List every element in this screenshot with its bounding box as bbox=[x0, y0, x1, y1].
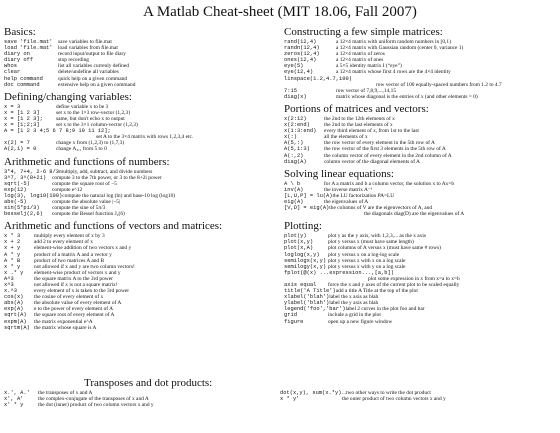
command-text: A(5,1:3) bbox=[284, 146, 310, 153]
description-text: not allowed if x and y are two column vectors! bbox=[34, 263, 135, 270]
command-text: load 'file.mat' bbox=[4, 45, 53, 52]
description-text: set A to the 3×4 matrix with rows 1,2,3,4 etc. bbox=[96, 134, 194, 141]
section bbox=[4, 156, 270, 218]
command-text: semilogy(x,y) bbox=[284, 263, 327, 270]
description-text: the inverse matrix A⁻¹ bbox=[324, 186, 373, 193]
entry-row bbox=[284, 94, 556, 100]
description-text: add 2 to every element of x bbox=[34, 239, 93, 246]
entry-row bbox=[280, 396, 556, 402]
entry-row bbox=[284, 319, 556, 325]
command-text: x' * y bbox=[4, 402, 24, 409]
command-text: axis equal bbox=[284, 282, 317, 288]
command-text: whos bbox=[4, 63, 17, 70]
command-text: A(:,2) bbox=[284, 152, 304, 159]
command-text: x * y' bbox=[280, 396, 300, 403]
description-text: plot y versus x (must have same length) bbox=[328, 239, 414, 246]
command-text: diag(x) bbox=[284, 93, 307, 100]
command-text: help command bbox=[4, 75, 43, 82]
description-text: plot columns of A versus x (must have same # rows) bbox=[328, 245, 441, 252]
description-text: label the x axis as blah bbox=[329, 294, 379, 301]
entry-row bbox=[284, 159, 556, 165]
command-text: x(2) = 7 bbox=[4, 140, 30, 147]
command-text: log(3), log10(100) bbox=[4, 192, 63, 199]
command-text: ylabel('blah') bbox=[284, 300, 330, 307]
command-text: zeros(12,4) bbox=[284, 51, 320, 58]
section bbox=[284, 26, 556, 100]
command-text: cos(x) bbox=[4, 294, 24, 301]
description-text: the columns of V are the eigenvectors of A, and bbox=[329, 205, 433, 212]
description-text: row vector of 100 equally-spaced numbers from 1.2 to 4.7 bbox=[376, 81, 502, 88]
command-text: A(2,1) = 0 bbox=[4, 146, 37, 153]
description-text: compute the square root of −5 bbox=[52, 180, 117, 187]
description-text: the row vector of every element in the 5th row of A bbox=[324, 140, 435, 147]
description-text: plot some expression in x from x=a to x=b bbox=[368, 275, 460, 282]
description-text: column vector of the diagonal elements of A bbox=[324, 158, 420, 165]
command-text: A = [1 2 3 4;5 6 7 8;9 10 11 12]; bbox=[4, 128, 111, 135]
description-text: a 12×4 matrix with uniform random numbers in [0,1) bbox=[336, 39, 451, 45]
command-text: A \ b bbox=[284, 180, 301, 187]
right-column bbox=[284, 24, 556, 328]
command-text: eig(A) bbox=[284, 198, 304, 205]
description-text: element-wise product of vectors x and y bbox=[34, 269, 121, 276]
description-text: the matrix exponential e^A bbox=[34, 318, 93, 325]
description-text: the 2nd to the last elements of x bbox=[324, 122, 393, 129]
description-text: define variable x to be 3 bbox=[56, 103, 109, 110]
description-text: a 12×4 matrix of ones bbox=[336, 57, 384, 64]
command-text: rand(12,4) bbox=[284, 39, 317, 45]
page-title: A Matlab Cheat-sheet (MIT 18.06, Fall 2007) bbox=[143, 4, 417, 20]
entry-row bbox=[284, 211, 556, 217]
description-text: set x to the 3×1 column-vector (1,2,3) bbox=[56, 122, 138, 129]
command-text: plot(y) bbox=[284, 233, 307, 240]
description-text: plot y as the y axis, with 1,2,3,... as the x axis bbox=[328, 233, 426, 240]
command-text: x(:) bbox=[284, 134, 297, 141]
description-text: for A a matrix and b a column vector, the solution x to Ax=b bbox=[324, 180, 455, 187]
command-text: x.', A.' bbox=[4, 390, 30, 396]
description-text: set x to the 1×3 row-vector (1,2,3) bbox=[56, 109, 130, 116]
description-text: a 12×4 matrix with Gaussian random (center 0, variance 1) bbox=[336, 45, 464, 52]
command-text: dot(x,y), sum(x.*y) bbox=[280, 390, 342, 396]
command-text: xlabel('blah') bbox=[284, 294, 330, 301]
description-text: compute the Bessel function J₂(6) bbox=[52, 211, 125, 218]
description-text: plot y versus x with y on a log scale bbox=[328, 263, 406, 270]
command-text: clear bbox=[4, 69, 21, 76]
command-text: 3^7, 3^(8+2i) bbox=[4, 174, 47, 181]
section-title: Arithmetic and functions of numbers: bbox=[4, 155, 170, 168]
description-text: include a grid in the plot bbox=[328, 312, 381, 319]
description-text: compute e^12 bbox=[52, 186, 83, 193]
description-text: compute the sine of 5π/3 bbox=[52, 205, 106, 212]
description-text: change x from (1,2,3) to (1,7,3) bbox=[56, 140, 125, 147]
left-column bbox=[4, 24, 270, 334]
description-text: the row vector of the first 3 elements in the 5th row of A bbox=[324, 146, 446, 153]
command-text: 7:15 bbox=[284, 87, 297, 94]
command-text: inv(A) bbox=[284, 186, 304, 193]
description-text: plot y versus x on a log-log scale bbox=[328, 251, 400, 258]
description-text: every third element of x, from 1st to the last bbox=[324, 128, 419, 135]
description-text: extensive help on a given command bbox=[58, 81, 136, 88]
description-text: e to the power of every element of A bbox=[34, 306, 114, 313]
command-text: x * y bbox=[4, 263, 21, 270]
command-text: x = [1 2 3]; bbox=[4, 115, 43, 122]
description-text: record input/output to file diary bbox=[58, 51, 126, 58]
description-text: compute the natural log (ln) and base-10 log (log10) bbox=[62, 192, 176, 199]
section-title: Defining/changing variables: bbox=[4, 90, 132, 103]
description-text: not allowed if x is not a square matrix! bbox=[34, 282, 118, 288]
description-text: the eigenvalues of A bbox=[324, 198, 369, 205]
entry-row bbox=[4, 146, 270, 152]
transposes-left-list bbox=[4, 390, 280, 408]
command-text: diary on bbox=[4, 51, 30, 58]
command-text: A(5,:) bbox=[284, 140, 304, 147]
command-text: save 'file.mat' bbox=[4, 39, 53, 45]
command-text: abs(A) bbox=[4, 300, 24, 307]
section bbox=[4, 26, 270, 88]
description-text: quick help on a given command bbox=[58, 75, 128, 82]
command-text: x^3 bbox=[4, 282, 14, 288]
section bbox=[284, 220, 556, 324]
command-text: sqrt(-5) bbox=[4, 180, 30, 187]
section bbox=[4, 91, 270, 153]
description-text: ...two other ways to write the dot product bbox=[342, 390, 431, 396]
command-text: doc command bbox=[4, 81, 40, 88]
description-text: compute 3 to the 7th power, or 3 to the 8+2i power bbox=[52, 174, 162, 181]
command-text: x * 3 bbox=[4, 233, 21, 240]
transposes-right-list bbox=[280, 390, 556, 408]
command-text: semilogx(x,y) bbox=[284, 257, 327, 264]
description-text: a 12×4 matrix whose first 4 rows are the 4×4 identity bbox=[336, 69, 451, 76]
description-text: a 12×4 matrix of zeros bbox=[336, 51, 385, 58]
section-title: Basics: bbox=[4, 26, 36, 38]
section-title: Arithmetic and functions of vectors and matrices: bbox=[4, 220, 223, 233]
command-text: x = 3 bbox=[4, 103, 21, 110]
command-text: sqrtm(A) bbox=[4, 324, 30, 331]
description-text: the column vector of every element in the 2nd column of A bbox=[324, 152, 452, 159]
command-text: eye(12,4) bbox=[284, 69, 314, 76]
command-text: 3*4, 7+4, 2-6 8/3 bbox=[4, 168, 59, 175]
description-text: load variables from file.mat bbox=[58, 45, 118, 52]
description-text: save variables to file.mat bbox=[58, 39, 112, 45]
description-text: the absolute value of every element of A bbox=[34, 300, 122, 307]
command-text: ones(12,4) bbox=[284, 57, 317, 64]
description-text: the diagonals diag(D) are the eigenvalues of A bbox=[364, 211, 465, 218]
description-text: product of a matrix A and a vector y bbox=[34, 251, 112, 258]
description-text: label the y axis as blah bbox=[329, 300, 379, 307]
description-text: delete/undefine all variables bbox=[58, 69, 119, 76]
command-text: x + y bbox=[4, 245, 21, 252]
command-text: x = [1 2 3] bbox=[4, 109, 40, 116]
command-text: diary off bbox=[4, 57, 34, 64]
command-text: [L,U,P] = lu(A) bbox=[284, 192, 333, 199]
description-text: compute the absolute value |−5| bbox=[52, 198, 121, 205]
section-title: Portions of matrices and vectors: bbox=[284, 102, 429, 115]
description-text: multiply every element of x by 3 bbox=[34, 233, 105, 240]
description-text: stop recording bbox=[58, 57, 89, 64]
command-text: A * y bbox=[4, 251, 21, 258]
description-text: matrix whose diagonal is the entries of x (and other elements = 0) bbox=[336, 93, 478, 100]
command-text: x + 2 bbox=[4, 239, 21, 246]
command-text: diag(A) bbox=[284, 158, 307, 165]
description-text: plot y versus x with x on a log scale bbox=[328, 257, 406, 264]
command-text: x', A' bbox=[4, 396, 24, 403]
section bbox=[284, 103, 556, 165]
description-text: the cosine of every element of x bbox=[34, 294, 104, 301]
command-text: eye(5) bbox=[284, 63, 304, 70]
description-text: the transposes of x and A bbox=[38, 390, 93, 396]
description-text: change A₂,₁ from 5 to 0 bbox=[56, 146, 107, 153]
entry-row bbox=[4, 211, 270, 217]
description-text: the matrix whose square is A bbox=[34, 324, 97, 331]
command-text: randn(12,4) bbox=[284, 45, 320, 52]
description-text: add a title A Title at the top of the plot bbox=[335, 288, 418, 295]
command-text: loglog(x,y) bbox=[284, 251, 320, 258]
command-text: grid bbox=[284, 312, 297, 319]
command-text: besselj(2,6) bbox=[4, 211, 43, 218]
command-text: [V,D] = eig(A) bbox=[284, 205, 330, 212]
command-text: A * B bbox=[4, 257, 21, 264]
description-text: the outer product of two column vectors x and y bbox=[342, 396, 446, 403]
command-text: sqrt(A) bbox=[4, 312, 27, 319]
command-text: x.^3 bbox=[4, 288, 17, 295]
description-text: product of two matrices A and B bbox=[34, 257, 105, 264]
command-text: fplot(@(x) ...expression...,[a,b]) bbox=[284, 269, 394, 276]
description-text: a 5×5 identity matrix I (“eye”) bbox=[336, 63, 402, 70]
description-text: the dot (inner) product of two column vectors x and y bbox=[38, 402, 154, 409]
command-text: abs(-5) bbox=[4, 198, 27, 205]
description-text: open up a new figure window bbox=[328, 318, 393, 325]
entry-row bbox=[4, 82, 270, 88]
command-text: x(2:end) bbox=[284, 122, 310, 129]
command-text: exp(12) bbox=[4, 186, 27, 193]
description-text: the complex-conjugate of the transposes of x and A bbox=[38, 396, 149, 403]
command-text: plot(x,A) bbox=[284, 245, 314, 252]
command-text: legend('foo','bar') bbox=[284, 306, 346, 313]
description-text: row vector of 7,8,9,...,14,15 bbox=[336, 87, 397, 94]
transposes-section bbox=[4, 375, 556, 408]
section-title: Transposes and dot products: bbox=[84, 377, 213, 389]
description-text: the 2nd to the 12th elements of x bbox=[324, 115, 395, 122]
description-text: the LU factorization PA=LU bbox=[332, 192, 395, 199]
command-text: sin(5*pi/3) bbox=[4, 205, 40, 212]
command-text: expm(A) bbox=[4, 318, 27, 325]
description-text: list all variables currenly defined bbox=[58, 63, 129, 70]
command-text: plot(x,y) bbox=[284, 239, 314, 246]
description-text: same, but don't echo x to output bbox=[56, 115, 125, 122]
description-text: element-wise addition of two vectors x and y bbox=[34, 245, 132, 252]
section-title: Constructing a few simple matrices: bbox=[284, 26, 443, 38]
command-text: figure bbox=[284, 318, 304, 325]
command-text: A^3 bbox=[4, 275, 14, 282]
description-text: every element of x is taken to the 3rd power bbox=[34, 288, 130, 295]
command-text: x = [1;2;3] bbox=[4, 122, 40, 129]
entry-row bbox=[4, 402, 280, 408]
command-text: exp(A) bbox=[4, 306, 24, 313]
section bbox=[4, 220, 270, 331]
description-text: multiply, add, subtract, and divide numbers bbox=[59, 168, 153, 175]
description-text: all the elements of x bbox=[324, 134, 368, 141]
description-text: label 2 curves in the plot foo and bar bbox=[345, 306, 425, 313]
description-text: force the x and y axes of the current plot to be scaled equally bbox=[328, 282, 460, 288]
section bbox=[284, 168, 556, 218]
entry-row bbox=[4, 325, 270, 331]
command-text: linspace(1.2,4.7,100) bbox=[284, 75, 352, 82]
command-text: x .* y bbox=[4, 269, 24, 276]
command-text: x(1:3:end) bbox=[284, 128, 317, 135]
command-text: x(2:12) bbox=[284, 115, 307, 122]
section-title: Plotting: bbox=[284, 220, 322, 233]
command-text: title('A Title') bbox=[284, 288, 336, 295]
description-text: the square matrix A to the 3rd power bbox=[34, 275, 113, 282]
description-text: the square root of every element of A bbox=[34, 312, 115, 319]
section-title: Solving linear equations: bbox=[284, 167, 394, 180]
